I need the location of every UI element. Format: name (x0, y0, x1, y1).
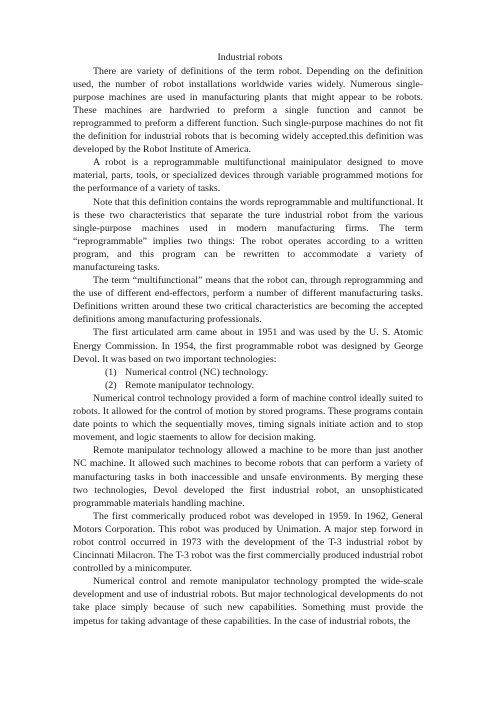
paragraph-definitions: There are variety of definitions of the term robot. Depending on the definition used, the number of robot installations worldwide varies widely. Numerous single-purpose machines are used in manufacturing plants that might appear to be robots. These machines are hardwried to preform a single function and cannot be reprogrammed to preform a different function. Such single-purpose machines do not fit the definition for industrial robots that is becoming widely accepted.this definition was developed by the Robot Institute of America. (73, 65, 423, 156)
paragraph-first-commercial-robot: The first commerically produced robot was developed in 1959. In 1962, General Motors Corporation. This robot was produced by Unimation. A major step forword in robot control occurred in 1973 with the development of the T-3 industrial robot by Cincinnati Milacron. The T-3 robot was the first commercially produced industrial robot controlled by a minicomputer. (73, 510, 423, 575)
list-item-text: Numerical control (NC) technology. (125, 366, 269, 378)
list-item-number: (2) (105, 379, 117, 391)
list-item-number: (1) (105, 366, 117, 378)
document-page (73, 51, 423, 628)
list-item-text: Remote manipulator technology. (125, 379, 255, 391)
paragraph-multifunctional: The term “multifunctional” means that the robot can, through reprogramming and the use of different end-effectors, perform a number of different manufacturing tasks. Definitions written around these two critical characteristics are becoming the accepted definitions among manufacturing professionals. (73, 275, 423, 326)
paragraph-reprogrammable: Note that this definition contains the words reprogrammable and multifunctional. It is these two characteristics that separate the ture industrial robot from the various single-purpose machines used in modern manufacturing firms. The term “reprogrammable” implies two things: The robot operates according to a written program, and this program can be rewritten to accommodate a variety of manufactureing tasks. (73, 196, 423, 273)
paragraph-robot-definition: A robot is a reprogrammable multifunctional mainipulator designed to move material, parts, tools, or specialized devices through variable programmed motions for the performance of a variety of tasks. (73, 157, 423, 195)
list-item (73, 379, 423, 392)
paragraph-wide-scale-development: Numerical control and remote manipulator technology prompted the wide-scale development and use of industrial robots. But major technological developments do not take place simply because of such new capabilities. Something must provide the impetus for taking advantage of these capabilities. In the case of industrial robots, the (73, 576, 423, 627)
paragraph-history: The first articulated arm came about in 1951 and was used by the U. S. Atomic Energy Commission. In 1954, the first programmable robot was designed by George Devol. It was based on two important technologies: (73, 327, 423, 365)
paragraph-remote-manipulator: Remote manipulator technology allowed a machine to be more than just another NC machine. It allowed such machines to become robots that can perform a variety of manufacturing tasks in both inaccessible and unsafe environments. By merging these two technologies, Devol developed the first industrial robot, an unsophisticated programmable materials handling machine. (73, 445, 423, 509)
list-item (73, 366, 423, 379)
paragraph-nc-technology: Numerical control technology provided a form of machine control ideally suited to robots. It allowed for the control of motion by stored programs. These programs contain date points to which the sequentially moves, timing signals initiate action and to stop movement, and logic staements to allow for decision making. (73, 392, 423, 444)
document-title: Industrial robots (217, 52, 283, 63)
technologies-list (73, 366, 423, 392)
